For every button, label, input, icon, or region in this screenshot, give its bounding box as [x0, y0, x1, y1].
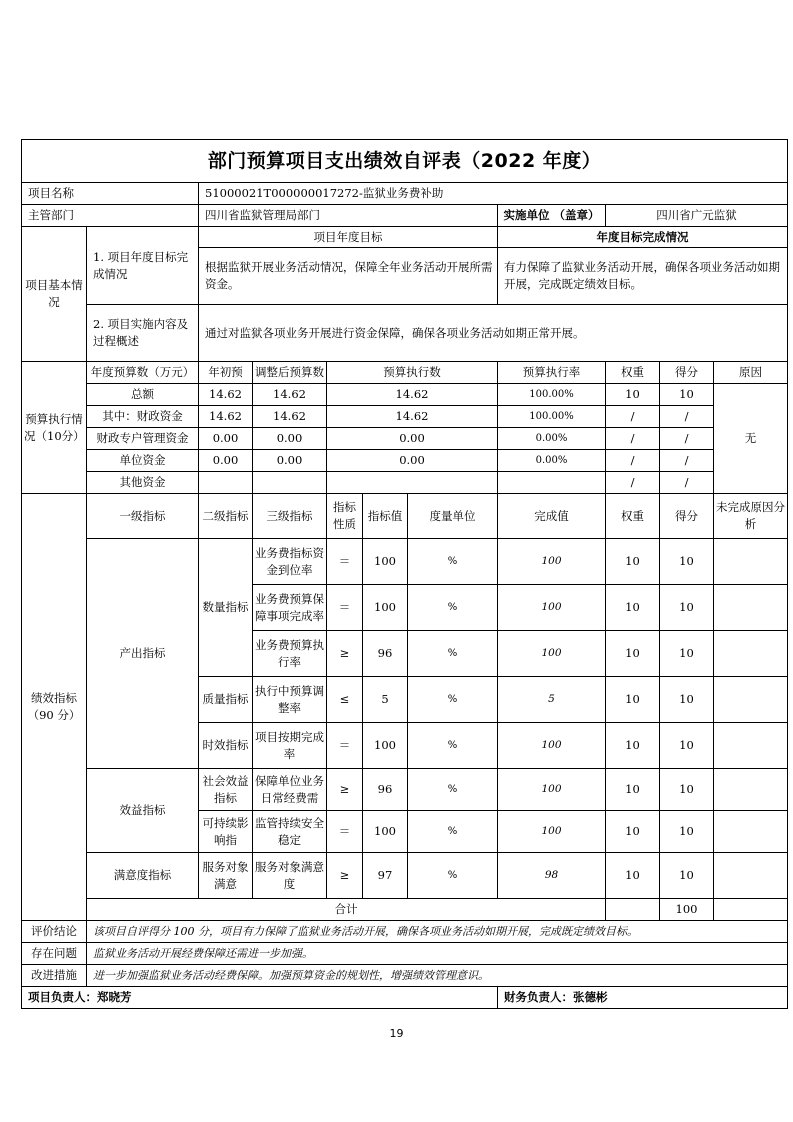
l2-service: 服务对象满意 [199, 853, 253, 899]
indicator-unit: % [408, 769, 498, 811]
indicator-nature: ＝ [327, 585, 363, 631]
evaluation-table [21, 139, 788, 1009]
perf-header: 权重 [606, 494, 660, 539]
indicator-done: 5 [498, 677, 606, 723]
budget-initial: 14.62 [199, 384, 253, 406]
indicator-value: 96 [363, 631, 408, 677]
l3-indicator: 服务对象满意度 [253, 853, 327, 899]
perf-header: 完成值 [498, 494, 606, 539]
indicator-nature: ≥ [327, 853, 363, 899]
l3-indicator: 执行中预算调整率 [253, 677, 327, 723]
measures-text: 进一步加强监狱业务活动经费保障。加强预算资金的规划性，增强绩效管理意识。 [87, 965, 788, 987]
budget-rate: 100.00% [498, 384, 606, 406]
perf-header: 三级指标 [253, 494, 327, 539]
budget-row-name: 其中：财政资金 [87, 406, 199, 428]
indicator-reason [714, 769, 788, 811]
indicator-nature: ≥ [327, 769, 363, 811]
budget-score: / [660, 428, 714, 450]
budget-initial [199, 472, 253, 494]
perf-header: 指标性质 [327, 494, 363, 539]
process-text: 通过对监狱各项业务开展进行资金保障，确保各项业务活动如期正常开展。 [199, 305, 788, 362]
goal-text: 根据监狱开展业务活动情况，保障全年业务活动开展所需资金。 [199, 248, 498, 305]
done-text: 有力保障了监狱业务活动开展，确保各项业务活动如期开展，完成既定绩效目标。 [498, 248, 788, 305]
measures-label: 改进措施 [22, 965, 87, 987]
budget-row-name: 财政专户管理资金 [87, 428, 199, 450]
indicator-value: 5 [363, 677, 408, 723]
indicator-unit: % [408, 585, 498, 631]
indicator-score: 10 [660, 769, 714, 811]
perf-header: 指标值 [363, 494, 408, 539]
budget-adjusted: 14.62 [253, 406, 327, 428]
project-name-value: 51000021T000000017272-监狱业务费补助 [199, 183, 788, 205]
dept-value: 四川省监狱管理局部门 [199, 205, 498, 227]
budget-weight: / [606, 428, 660, 450]
indicator-score: 10 [660, 585, 714, 631]
indicator-done: 100 [498, 631, 606, 677]
budget-header: 预算执行数 [327, 362, 498, 384]
budget-adjusted [253, 472, 327, 494]
indicator-value: 100 [363, 723, 408, 769]
budget-header: 调整后预算数 [253, 362, 327, 384]
budget-executed [327, 472, 498, 494]
budget-weight: / [606, 450, 660, 472]
perf-label: 绩效指标（90 分） [22, 494, 87, 921]
indicator-score: 10 [660, 811, 714, 853]
budget-adjusted: 0.00 [253, 428, 327, 450]
l2-time: 时效指标 [199, 723, 253, 769]
budget-adjusted: 14.62 [253, 384, 327, 406]
budget-score: / [660, 406, 714, 428]
indicator-unit: % [408, 539, 498, 585]
indicator-done: 100 [498, 585, 606, 631]
budget-executed: 0.00 [327, 428, 498, 450]
l1-output: 产出指标 [87, 539, 199, 769]
indicator-reason [714, 631, 788, 677]
budget-initial: 0.00 [199, 450, 253, 472]
budget-weight: / [606, 406, 660, 428]
perf-header: 一级指标 [87, 494, 199, 539]
indicator-value: 97 [363, 853, 408, 899]
indicator-score: 10 [660, 631, 714, 677]
budget-rate: 100.00% [498, 406, 606, 428]
indicator-unit: % [408, 677, 498, 723]
indicator-weight: 10 [606, 539, 660, 585]
indicator-score: 10 [660, 723, 714, 769]
indicator-done: 100 [498, 811, 606, 853]
budget-weight: 10 [606, 384, 660, 406]
conclusion-text: 该项目自评得分 100 分，项目有力保障了监狱业务活动开展，确保各项业务活动如期开展，完成既定绩效目标。 [87, 921, 788, 943]
indicator-done: 100 [498, 539, 606, 585]
l3-indicator: 业务费预算保障事项完成率 [253, 585, 327, 631]
budget-adjusted: 0.00 [253, 450, 327, 472]
budget-header: 得分 [660, 362, 714, 384]
indicator-reason [714, 811, 788, 853]
indicator-nature: ＝ [327, 723, 363, 769]
process-label: 2. 项目实施内容及过程概述 [87, 305, 199, 362]
perf-header: 度量单位 [408, 494, 498, 539]
self-evaluation-form [21, 139, 787, 1009]
budget-executed: 0.00 [327, 450, 498, 472]
l2-sustain: 可持续影响指 [199, 811, 253, 853]
issues-label: 存在问题 [22, 943, 87, 965]
indicator-weight: 10 [606, 631, 660, 677]
perf-header: 二级指标 [199, 494, 253, 539]
dept-label: 主管部门 [22, 205, 199, 227]
indicator-reason [714, 723, 788, 769]
budget-rate: 0.00% [498, 428, 606, 450]
budget-score: / [660, 472, 714, 494]
l3-indicator: 项目按期完成率 [253, 723, 327, 769]
project-name-label: 项目名称 [22, 183, 199, 205]
indicator-score: 10 [660, 677, 714, 723]
indicator-nature: ＝ [327, 811, 363, 853]
project-leader: 项目负责人：郑晓芳 [22, 987, 498, 1009]
budget-executed: 14.62 [327, 384, 498, 406]
perf-header: 未完成原因分析 [714, 494, 788, 539]
budget-rate: 0.00% [498, 450, 606, 472]
indicator-unit: % [408, 631, 498, 677]
indicator-nature: ≤ [327, 677, 363, 723]
budget-rate [498, 472, 606, 494]
total-weight [606, 899, 660, 921]
budget-reason: 无 [714, 384, 788, 494]
total-reason [714, 899, 788, 921]
indicator-reason [714, 539, 788, 585]
indicator-weight: 10 [606, 811, 660, 853]
indicator-value: 100 [363, 539, 408, 585]
issues-text: 监狱业务活动开展经费保障还需进一步加强。 [87, 943, 788, 965]
impl-value: 四川省广元监狱 [606, 205, 788, 227]
l3-indicator: 业务费指标资金到位率 [253, 539, 327, 585]
form-title: 部门预算项目支出绩效自评表（2022 年度） [22, 140, 788, 183]
total-label: 合计 [87, 899, 606, 921]
indicator-done: 98 [498, 853, 606, 899]
budget-row-name: 其他资金 [87, 472, 199, 494]
impl-label: 实施单位 （盖章） [498, 205, 606, 227]
finance-leader: 财务负责人：张德彬 [498, 987, 788, 1009]
indicator-score: 10 [660, 853, 714, 899]
budget-row-name: 总额 [87, 384, 199, 406]
indicator-reason [714, 677, 788, 723]
indicator-unit: % [408, 811, 498, 853]
indicator-reason [714, 585, 788, 631]
budget-score: 10 [660, 384, 714, 406]
budget-header: 预算执行率 [498, 362, 606, 384]
l3-indicator: 业务费预算执行率 [253, 631, 327, 677]
indicator-weight: 10 [606, 723, 660, 769]
l3-indicator: 监管持续安全稳定 [253, 811, 327, 853]
l3-indicator: 保障单位业务日常经费需 [253, 769, 327, 811]
budget-header: 原因 [714, 362, 788, 384]
page-number: 19 [389, 1027, 404, 1040]
indicator-nature: ≥ [327, 631, 363, 677]
indicator-unit: % [408, 853, 498, 899]
done-head: 年度目标完成情况 [498, 227, 788, 248]
budget-initial: 0.00 [199, 428, 253, 450]
budget-header: 权重 [606, 362, 660, 384]
perf-header: 得分 [660, 494, 714, 539]
budget-label: 预算执行情况（10分） [22, 362, 87, 494]
total-score: 100 [660, 899, 714, 921]
goal-label: 1. 项目年度目标完成情况 [87, 227, 199, 305]
l1-satisfaction: 满意度指标 [87, 853, 199, 899]
budget-score: / [660, 450, 714, 472]
indicator-weight: 10 [606, 769, 660, 811]
indicator-unit: % [408, 723, 498, 769]
l1-benefit: 效益指标 [87, 769, 199, 853]
l2-social: 社会效益指标 [199, 769, 253, 811]
indicator-reason [714, 853, 788, 899]
budget-header: 年度预算数（万元） [87, 362, 199, 384]
indicator-weight: 10 [606, 853, 660, 899]
indicator-done: 100 [498, 723, 606, 769]
l2-quality: 质量指标 [199, 677, 253, 723]
l2-quantity: 数量指标 [199, 539, 253, 677]
budget-initial: 14.62 [199, 406, 253, 428]
indicator-value: 100 [363, 811, 408, 853]
budget-executed: 14.62 [327, 406, 498, 428]
conclusion-label: 评价结论 [22, 921, 87, 943]
indicator-weight: 10 [606, 677, 660, 723]
indicator-value: 96 [363, 769, 408, 811]
basic-info-label: 项目基本情况 [22, 227, 87, 362]
budget-weight: / [606, 472, 660, 494]
indicator-value: 100 [363, 585, 408, 631]
budget-header: 年初预 [199, 362, 253, 384]
indicator-weight: 10 [606, 585, 660, 631]
indicator-done: 100 [498, 769, 606, 811]
goal-head: 项目年度目标 [199, 227, 498, 248]
budget-row-name: 单位资金 [87, 450, 199, 472]
indicator-score: 10 [660, 539, 714, 585]
indicator-nature: ＝ [327, 539, 363, 585]
